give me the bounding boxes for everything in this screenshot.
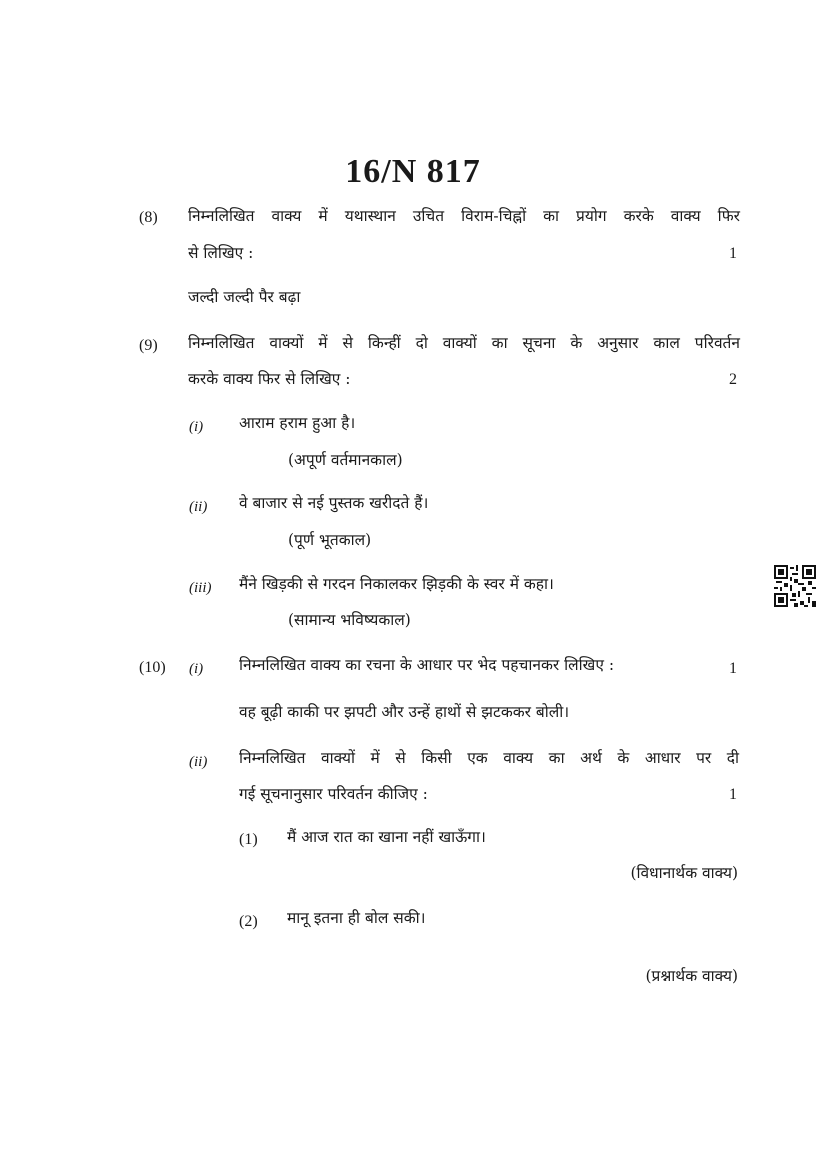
item-label: (i) [189,419,204,435]
item-sentence: मानू इतना ही बोल सकी। [287,909,426,927]
item-label: (i) [189,661,204,677]
marks: 1 [729,786,737,803]
question-sentence: जल्दी जल्दी पैर बढ़ा [188,288,301,306]
question-text: से लिखिए : [188,244,254,262]
item-hint: (अपूर्ण वर्तमानकाल) [288,451,403,469]
question-text: निम्नलिखित वाक्य का रचना के आधार पर भेद पहचानकर लिखिए : [239,656,615,674]
question-number: (8) [139,209,158,226]
item-sentence: मैं आज रात का खाना नहीं खाऊँगा। [287,828,486,846]
item-label: (ii) [189,754,208,770]
item-sentence: वे बाजार से नई पुस्तक खरीदते हैं। [239,494,429,512]
question-text: निम्नलिखित वाक्य में यथास्थान उचित विराम-चिह्नों का प्रयोग करके वाक्य फिर [188,207,740,225]
item-sentence: आराम हराम हुआ है। [239,414,356,432]
question-text: निम्नलिखित वाक्यों में से किसी एक वाक्य का अर्थ के आधार पर दी [239,749,739,767]
item-label: (2) [239,913,258,930]
question-sentence: वह बूढ़ी काकी पर झपटी और उन्हें हाथों से झटककर बोली। [239,703,570,721]
item-hint: (पूर्ण भूतकाल) [288,531,372,549]
item-hint: (विधानार्थक वाक्य) [630,864,738,882]
marks: 1 [729,660,737,677]
question-text: करके वाक्य फिर से लिखिए : [188,370,351,388]
question-number: (9) [139,337,158,354]
item-label: (iii) [189,580,212,596]
question-number: (10) [139,659,166,676]
question-text: निम्नलिखित वाक्यों में से किन्हीं दो वाक्यों का सूचना के अनुसार काल परिवर्तन [188,334,740,352]
item-label: (ii) [189,499,208,515]
item-sentence: मैंने खिड़की से गरदन निकालकर झिड़की के स्वर में कहा। [239,575,554,593]
item-hint: (सामान्य भविष्यकाल) [288,611,411,629]
qr-code-icon [774,565,816,607]
paper-code: 16/N 817 [345,153,481,190]
item-hint: (प्रश्नार्थक वाक्य) [645,967,738,985]
item-label: (1) [239,831,258,848]
marks: 1 [729,245,737,262]
question-text: गई सूचनानुसार परिवर्तन कीजिए : [239,785,428,803]
marks: 2 [729,371,737,388]
